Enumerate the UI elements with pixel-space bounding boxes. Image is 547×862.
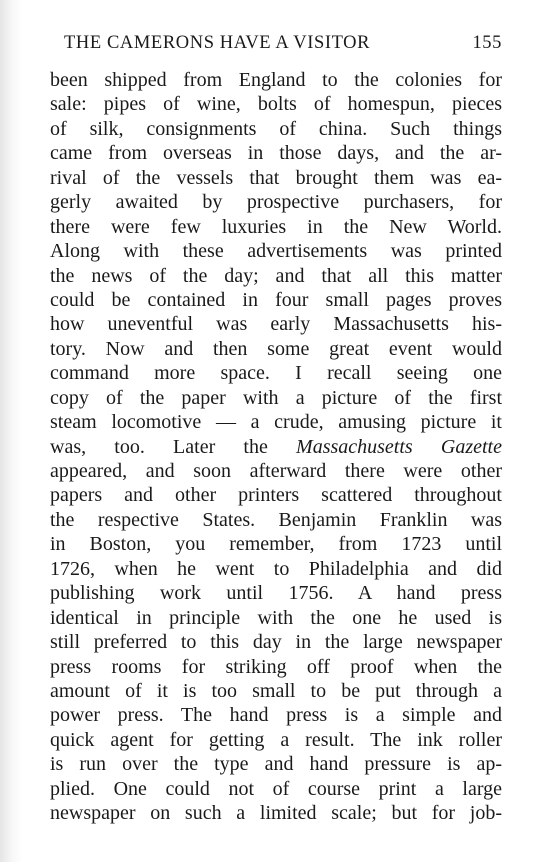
running-head <box>50 33 502 59</box>
text-line: been shipped from England to the colonies for <box>50 69 502 91</box>
body-text <box>50 68 502 826</box>
text-line: tory. Now and then some great event would <box>50 337 502 360</box>
text-line: publishing work until 1756. A hand press <box>50 582 502 605</box>
italic-title: Massachusetts Gazette <box>296 435 502 458</box>
page-gutter-shadow <box>0 0 22 862</box>
text-line: command more space. I recall seeing one <box>50 362 502 385</box>
text-line: power press. The hand press is a simple and <box>50 704 502 727</box>
text-line: amount of it is too small to be put through a <box>50 679 502 702</box>
text-line: of silk, consignments of china. Such things <box>50 117 502 140</box>
text-line: appeared, and soon afterward there were other <box>50 460 502 482</box>
text-line: plied. One could not of course print a large <box>50 777 502 800</box>
text-line: how uneventful was early Massachusetts his- <box>50 313 502 336</box>
text-line: 1726, when he went to Philadelphia and did <box>50 557 502 580</box>
text-line: press rooms for striking off proof when the <box>50 655 502 678</box>
text-line: still preferred to this day in the large newspaper <box>50 631 502 654</box>
text-line: sale: pipes of wine, bolts of homespun, pieces <box>50 93 502 116</box>
text-line: identical in principle with the one he used is <box>50 606 502 629</box>
text-line: rival of the vessels that brought them was ea- <box>50 166 502 189</box>
text-line: newspaper on such a limited scale; but for job- <box>50 802 502 825</box>
text-line: came from overseas in those days, and the ar- <box>50 142 502 165</box>
text-line: the respective States. Benjamin Franklin was <box>50 508 502 531</box>
text-line: quick agent for getting a result. The ink roller <box>50 728 502 751</box>
running-head-title: THE CAMERONS HAVE A VISITOR <box>64 33 371 53</box>
text-line: there were few luxuries in the New World. <box>50 215 502 238</box>
text-line: in Boston, you remember, from 1723 until <box>50 533 502 556</box>
text-line: papers and other printers scattered throughout <box>50 484 502 507</box>
text-line: gerly awaited by prospective purchasers, for <box>50 191 502 214</box>
text-line: the news of the day; and that all this matter <box>50 264 502 287</box>
text-line: is run over the type and hand pressure is ap- <box>50 753 502 776</box>
text-line: steam locomotive — a crude, amusing picture it <box>50 411 502 434</box>
text-line: copy of the paper with a picture of the first <box>50 386 502 409</box>
text-line: Along with these advertisements was printed <box>50 240 502 263</box>
text-line: was, too. Later the Massachusetts Gazette <box>50 435 502 458</box>
text-line: could be contained in four small pages proves <box>50 288 502 311</box>
page-number: 155 <box>472 33 502 53</box>
